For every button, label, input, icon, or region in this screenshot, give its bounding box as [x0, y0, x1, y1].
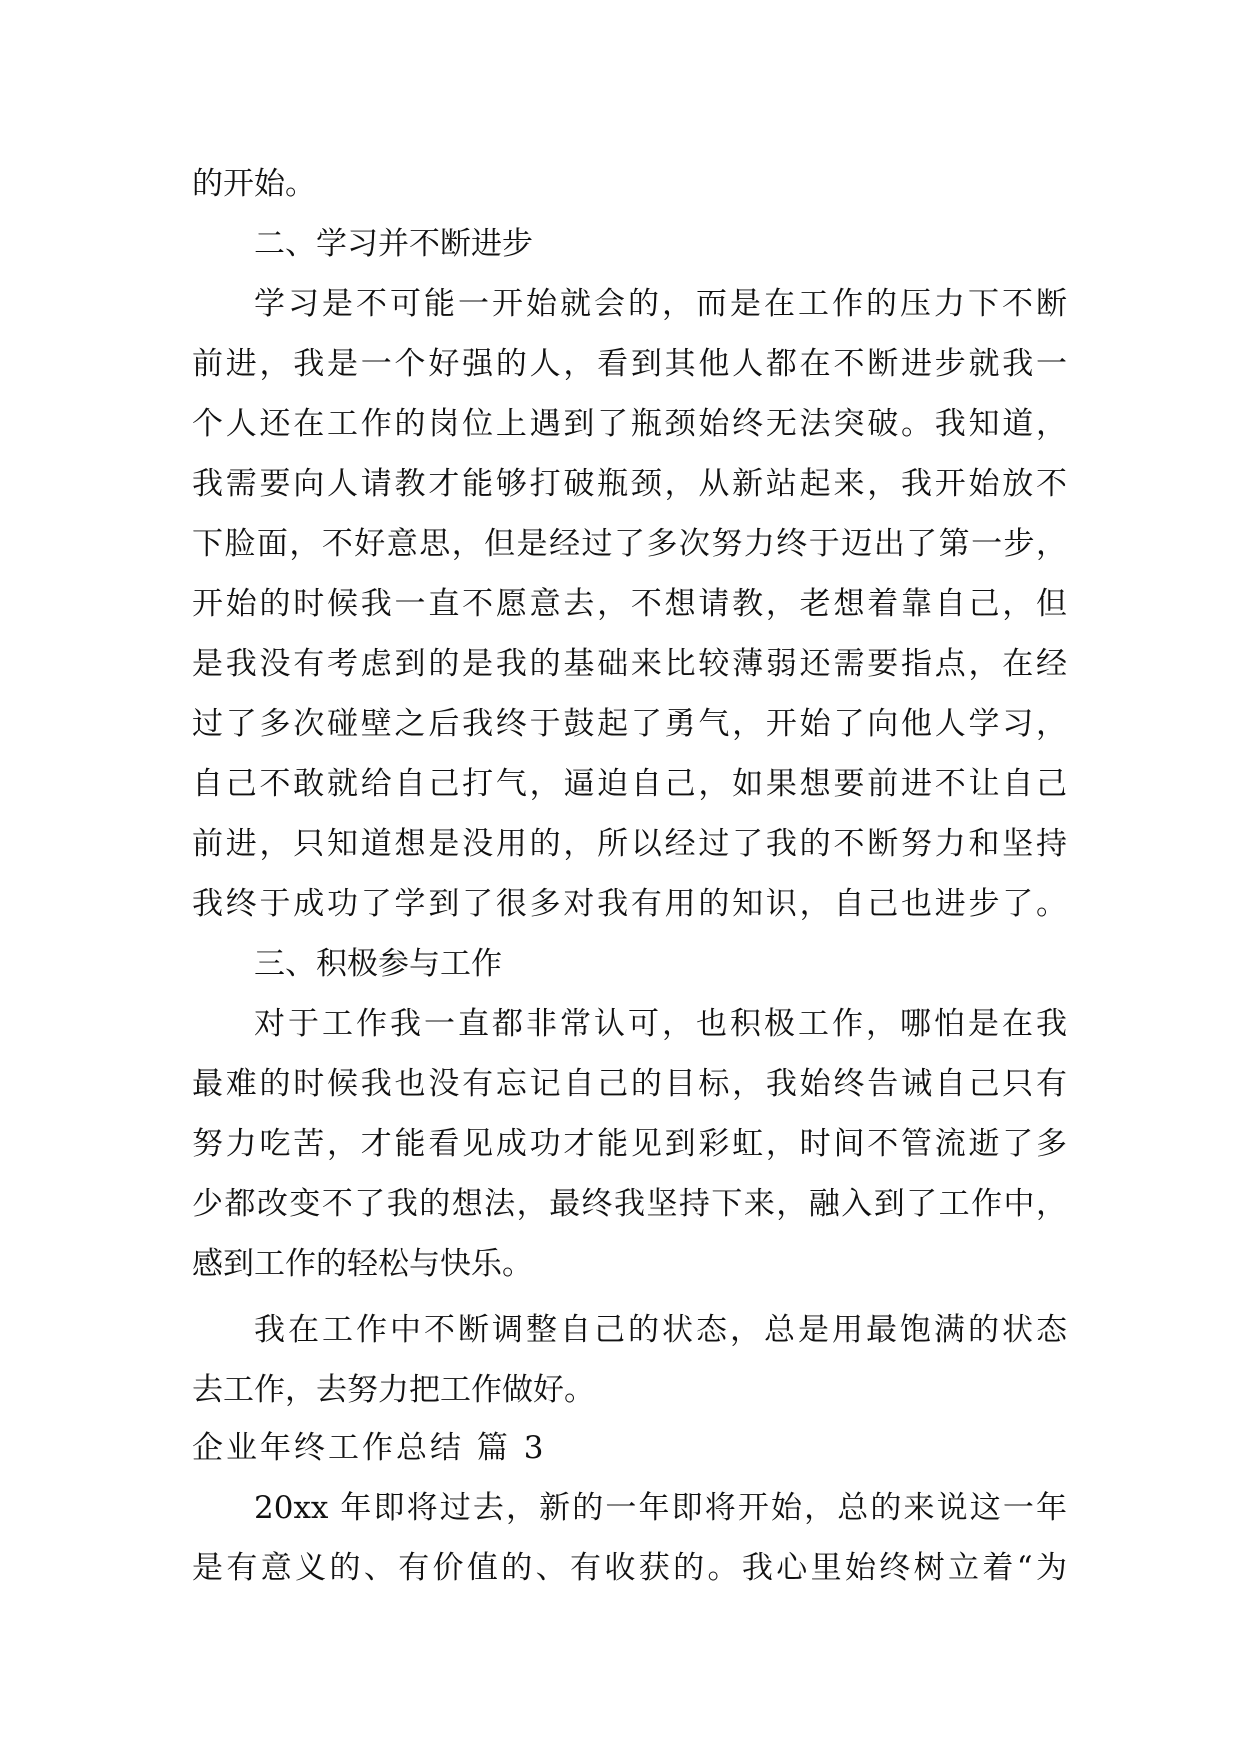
- article-title: 企业年终工作总结 篇 3: [192, 1430, 547, 1466]
- section-heading: 二、学习并不断进步: [254, 226, 533, 262]
- section-heading: 三、积极参与工作: [254, 946, 502, 982]
- text-line: 个人还在工作的岗位上遇到了瓶颈始终无法突破。我知道，: [192, 406, 1067, 442]
- text-line: 20xx 年即将过去，新的一年即将开始，总的来说这一年: [254, 1490, 1067, 1526]
- text-line: 的开始。: [192, 166, 316, 202]
- text-line: 过了多次碰壁之后我终于鼓起了勇气，开始了向他人学习，: [192, 706, 1067, 742]
- text-line: 去工作，去努力把工作做好。: [192, 1372, 595, 1408]
- text-line: 我终于成功了学到了很多对我有用的知识，自己也进步了。: [192, 886, 1067, 922]
- text-line: 是我没有考虑到的是我的基础来比较薄弱还需要指点，在经: [192, 646, 1067, 682]
- text-line: 开始的时候我一直不愿意去，不想请教，老想着靠自己，但: [192, 586, 1067, 622]
- text-line: 是有意义的、有价值的、有收获的。我心里始终树立着“为: [192, 1550, 1067, 1586]
- text-line: 下脸面，不好意思，但是经过了多次努力终于迈出了第一步，: [192, 526, 1067, 562]
- text-line: 努力吃苦，才能看见成功才能见到彩虹，时间不管流逝了多: [192, 1126, 1067, 1162]
- text-line: 自己不敢就给自己打气，逼迫自己，如果想要前进不让自己: [192, 766, 1067, 802]
- text-line: 对于工作我一直都非常认可，也积极工作，哪怕是在我: [254, 1006, 1067, 1042]
- text-line: 我在工作中不断调整自己的状态，总是用最饱满的状态: [254, 1312, 1067, 1348]
- text-line: 感到工作的轻松与快乐。: [192, 1246, 533, 1282]
- text-line: 少都改变不了我的想法，最终我坚持下来，融入到了工作中，: [192, 1186, 1067, 1222]
- text-line: 前进，我是一个好强的人，看到其他人都在不断进步就我一: [192, 346, 1067, 382]
- text-line: 最难的时候我也没有忘记自己的目标，我始终告诫自己只有: [192, 1066, 1067, 1102]
- text-line: 前进，只知道想是没用的，所以经过了我的不断努力和坚持: [192, 826, 1067, 862]
- text-line: 我需要向人请教才能够打破瓶颈，从新站起来，我开始放不: [192, 466, 1067, 502]
- text-line: 学习是不可能一开始就会的，而是在工作的压力下不断: [254, 286, 1067, 322]
